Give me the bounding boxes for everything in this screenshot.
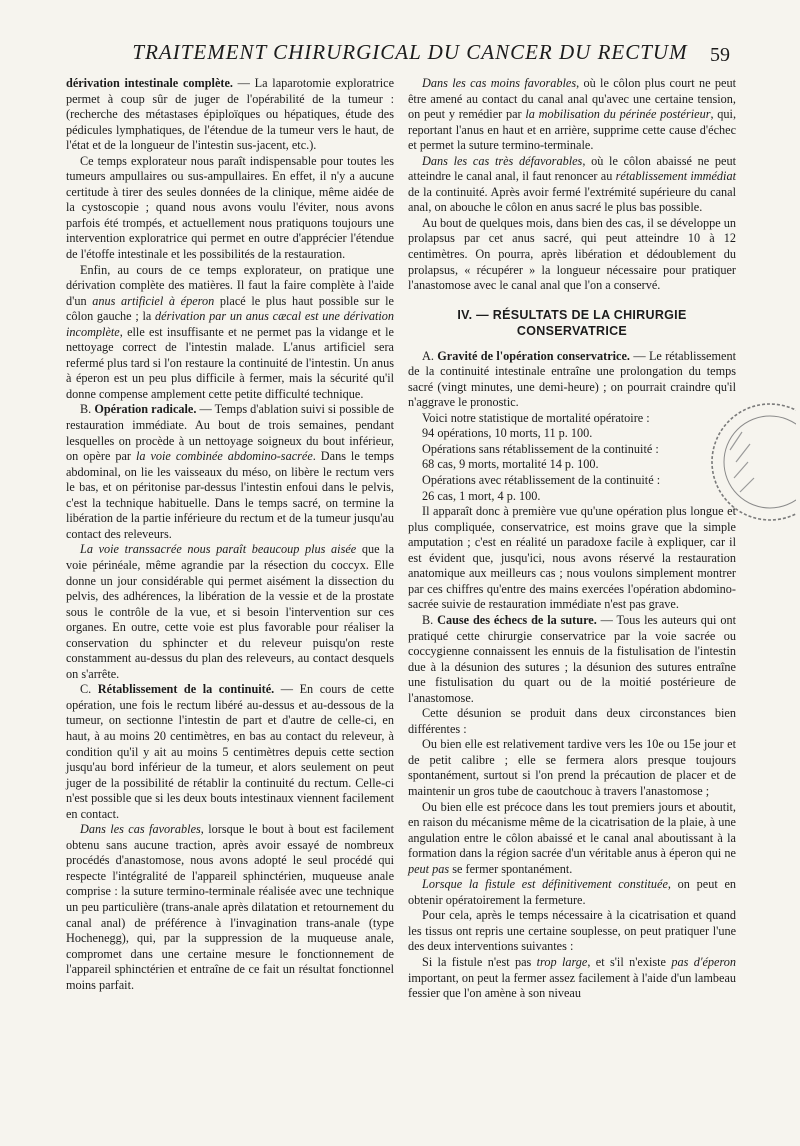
paragraph: A. Gravité de l'opération conservatrice. — Le rétablissement de la continuité intestinale entraîne une prolongation du temps sacré (vingt minutes, une demi-heure) ; on pourrait craindre qu'il n'aggrave le pronostic. [408, 348, 736, 410]
paragraph: Lorsque la fistule est définitivement constituée, on peut en obtenir opératoirement la fermeture. [408, 877, 737, 907]
paragraph: B. Cause des échecs de la suture. — Tous les auteurs qui ont pratiqué cette chirurgie conservatrice par la voie sacrée ou coccygienne connaissent les ennuis de la fistulisation de l'intestin due à la désunion des sutures ; la désunion des sutures entraîne une fistulisation du quart ou de la moitié postérieure de l'anastomose. [408, 612, 736, 705]
paragraph: La voie transsacrée nous paraît beaucoup plus aisée que la voie périnéale, même agrandie par la résection du coccyx. Elle donne un jour considérable qui permet aisément la dissection du pelvis, des adhérences, la libération de la vessie et de la prostate sous le contrôle de la vue, et si besoin l'intervention sur ces organes. En outre, cette voie est plus favorable pour réaliser la conservation du sphincter et du releveur puisqu'on reste constamment au-dessus du plan des releveurs, au contact desquels on s'arrête. [66, 542, 395, 681]
statistic-line: 68 cas, 9 morts, mortalité 14 p. 100. [422, 457, 599, 472]
left-column [66, 76, 394, 993]
paragraph: Pour cela, après le temps nécessaire à la cicatrisation et quand les tissus ont repris une certaine souplesse, on peut pratiquer l'une des deux interventions suivantes : [408, 908, 736, 954]
paragraph: Dans les cas moins favorables, où le côlon plus court ne peut être amené au contact du canal anal qu'avec une certaine tension, on peut y remédier par la mobilisation du périnée postérieur, qui, reportant l'anus en haut et en arrière, supprime cette cause d'échec et permet la suture termino-terminale. [408, 76, 737, 153]
statistic-line: Voici notre statistique de mortalité opératoire : [422, 410, 650, 425]
paragraph: C. Rétablissement de la continuité. — En cours de cette opération, une fois le rectum libéré au-dessus et au-dessous de la tumeur, on sectionne l'intestin de part et d'autre de celle-ci, en haut, à au moins 20 centimètres, en bas au contact du releveur, à condition qu'il y ait au moins 5 centimètres depuis cette section jusqu'au bord inférieur de la tumeur, et alors seulement on peut juger de la possibilité de rétablir la continuité du rectum. Celle-ci n'est possible que si les deux bouts intestinaux viennent facilement en contact. [66, 682, 395, 821]
paragraph: Il apparaît donc à première vue qu'une opération plus longue et plus compliquée, conservatrice, est moins grave que la simple amputation ; c'est en réalité un paradoxe facile à expliquer, car il est évident que, jusqu'ici, nous avons réservé la restauration anatomique aux meilleurs cas ; nous voulons simplement montrer par ces chiffres qu'entre des mains exercées l'opération abdomino-sacrée suivie de restauration immédiate n'est pas grave. [408, 504, 736, 612]
statistic-line: 26 cas, 1 mort, 4 p. 100. [422, 488, 541, 503]
paragraph: Ou bien elle est précoce dans les tout premiers jours et aboutit, en raison du mécanisme même de la cicatrisation de la plaie, à une angulation entre le côlon abaissé et le canal anal aboutissant à la formation dans la région sacrée d'un véritable anus à éperon qui ne peut pas se fermer spontanément. [408, 799, 736, 876]
statistic-line: 94 opérations, 10 morts, 11 p. 100. [422, 426, 593, 441]
paragraph: Si la fistule n'est pas trop large, et s'il n'existe pas d'éperon important, on peut la fermer assez facilement à l'aide d'un lambeau fessier que l'on amène à son niveau [408, 954, 737, 1001]
paragraph: Cette désunion se produit dans deux circonstances bien différentes : [408, 706, 736, 736]
library-stamp-icon [700, 392, 796, 532]
paragraph: Ce temps explorateur nous paraît indispensable pour toutes les tumeurs ampullaires ou sus-ampullaires. En effet, il n'y a aucune certitude à tirer des seules données de la clinique, même aidée de la cystoscopie ; quand nous avons voulu l'éviter, nous avons parfois été trompés, et actuellement nous pratiquons toujours une intervention exploratrice qui permet en outre d'apprécier l'étendue de l'étoffe intestinale et les possibilités de la restauration. [66, 153, 394, 262]
paragraph: Au bout de quelques mois, dans bien des cas, il se développe un prolapsus par cet anus sacré, qui peut atteindre 10 à 12 centimètres. On pourra, après libération et dédoublement du prolapsus, « récupérer » la longueur nécessaire pour pratiquer l'anastomose avec le canal anal que l'on a conservé. [408, 215, 736, 293]
statistic-line: Opérations avec rétablissement de la continuité : [422, 473, 661, 488]
library-stamp [700, 392, 796, 532]
statistic-line: Opérations sans rétablissement de la continuité : [422, 441, 659, 456]
running-title: TRAITEMENT CHIRURGICAL DU CANCER DU RECTUM [132, 40, 688, 64]
paragraph: B. Opération radicale. — Temps d'ablation suivi si possible de restauration immédiate. Au bout de trois semaines, pendant lesquelles on procède à un nettoyage soigneux du bout inférieur, on opère par la voie combinée abdomino-sacrée. Dans le temps abdominal, on lie les vaisseaux du méso, on libère le rectum vers le bas, et on péritonise par-dessus l'intestin enfoui dans le pelvis, c'est la technique habituelle. Dans le temps sacré, on termine la libération de la partie inférieure du rectum et de la tumeur jusqu'au contact des releveurs. [66, 402, 394, 541]
paragraph: dérivation intestinale complète. — La laparotomie exploratrice permet à coup sûr de juger de l'opérabilité de la tumeur : (recherche des métastases épiploïques ou hépatiques, étude des pédicules lymphatiques, de l'étendue de la tumeur vers le haut, de l'état et de la longueur de l'intestin sus-jacent, etc.). [66, 76, 395, 153]
paragraph: Enfin, au cours de ce temps explorateur, on pratique une dérivation complète des matières. Il faut la faire complète à l'aide d'un anus artificiel à éperon placé le plus haut possible sur le côlon gauche ; la dérivation par un anus cæcal est une dérivation incomplète, elle est insuffisante et ne permet pas la vidange et le nettoyage correct de l'intestin malade. L'anus artificiel sera refermé plus tard si l'on restaure la continuité de l'intestin. Un anus à éperon est un peu plus difficile à fermer, mais la sécurité qu'il donne compense amplement cette petite difficulté technique. [66, 262, 394, 401]
paragraph: Dans les cas favorables, lorsque le bout à bout est facilement obtenu sans aucune traction, après avoir essayé de nombreux procédés d'anastomose, nous avons adopté le seul procédé qui respecte l'intégralité de l'appareil sphinctérien, muqueuse anale comprise : la suture termino-terminale réalisée avec une technique un peu particulière (trans-anale après dilatation et retournement du canal anal) de préférence à l'invagination trans-anale (type Hochenegg), qui, par la suppression de la muqueuse anale, compromet dans une certaine mesure le fonctionnement de l'appareil sphinctérien et entraîne de ce fait un résultat fonctionnel moins parfait. [66, 822, 394, 992]
paragraph: Ou bien elle est relativement tardive vers les 10e ou 15e jour et de petit calibre ; elle se fermera alors presque toujours spontanément, surtout si l'on prend la précaution de placer et de maintenir un gros tube de caoutchouc à travers l'anastomose ; [408, 737, 736, 798]
section-title: IV. — RÉSULTATS DE LA CHIRURGIE CONSERVATRICE [457, 307, 687, 338]
paragraph: Dans les cas très défavorables, où le côlon abaissé ne peut atteindre le canal anal, il faut renoncer au rétablissement immédiat de la continuité. Après avoir fermé l'extrémité supérieure du canal anal, on abouche le côlon en anus sacré le plus bas possible. [408, 153, 736, 215]
right-column [408, 76, 736, 1002]
page-number: 59 [710, 44, 730, 66]
